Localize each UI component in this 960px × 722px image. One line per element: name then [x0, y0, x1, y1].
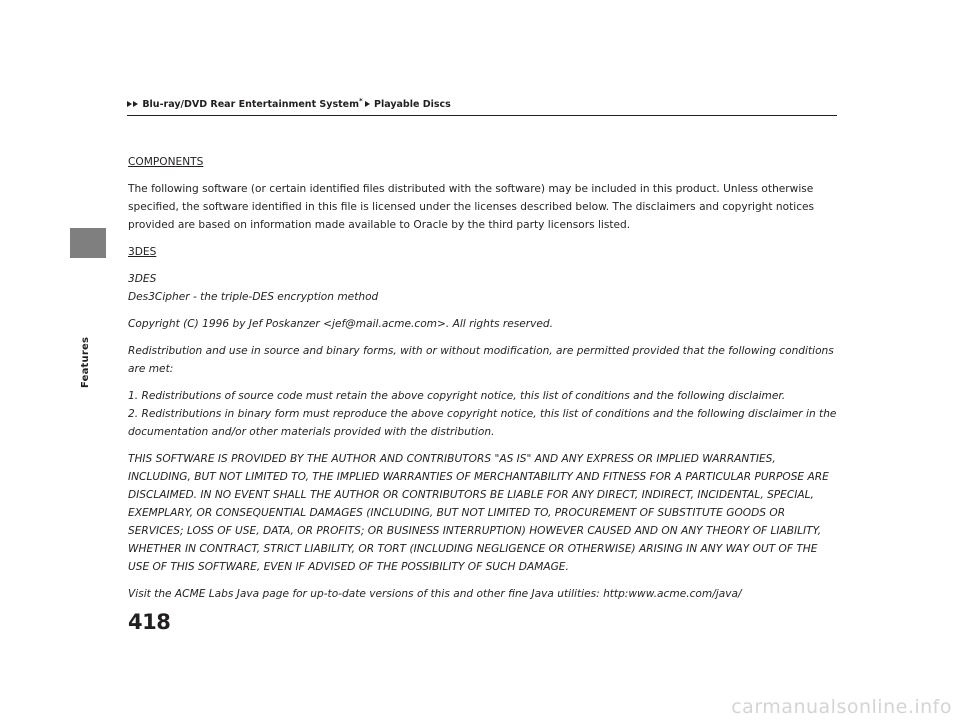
- breadcrumb-section[interactable]: Blu-ray/DVD Rear Entertainment System: [142, 99, 359, 110]
- des-name: 3DES: [128, 273, 157, 285]
- intro-paragraph: The following software (or certain identified files distributed with the software) may be included in this product. Unless otherwise specified, the software identified in this file is licensed under the licenses described below. The disclaimers and copyright notices provided are based on information made available to Oracle by the third party licensors listed.: [128, 183, 815, 231]
- breadcrumb-asterisk: *: [359, 97, 363, 105]
- condition-1: 1. Redistributions of source code must retain the above copyright notice, this list of conditions and the following disclaimer.: [128, 390, 786, 402]
- disclaimer-paragraph: THIS SOFTWARE IS PROVIDED BY THE AUTHOR AND CONTRIBUTORS "AS IS" AND ANY EXPRESS OR IMPLIED WARRANTIES, INCLUDING, BUT NOT LIMITED TO, THE IMPLIED WARRANTIES OF MERCHANTABILITY AND FITNESS FOR A PARTICULAR PURPOSE ARE DISCLAIMED. IN NO EVENT SHALL THE AUTHOR OR CONTRIBUTORS BE LIABLE FOR ANY DIRECT, INDIRECT, INCIDENTAL, SPECIAL, EXEMPLARY, OR CONSEQUENTIAL DAMAGES (INCLUDING, BUT NOT LIMITED TO, PROCUREMENT OF SUBSTITUTE GOODS OR SERVICES; LOSS OF USE, DATA, OR PROFITS; OR BUSINESS INTERRUPTION) HOWEVER CAUSED AND ON ANY THEORY OF LIABILITY, WHETHER IN CONTRACT, STRICT LIABILITY, OR TORT (INCLUDING NEGLIGENCE OR OTHERWISE) ARISING IN ANY WAY OUT OF THE USE OF THIS SOFTWARE, EVEN IF ADVISED OF THE POSSIBILITY OF SUCH DAMAGE.: [128, 453, 829, 573]
- visit-paragraph: Visit the ACME Labs Java page for up-to-date versions of this and other fine Java utilities: http:www.acme.com/java/: [128, 588, 742, 600]
- breadcrumb-arrow-icon: [133, 101, 138, 107]
- des-block: [128, 270, 840, 306]
- watermark: carmanualsonline.info: [731, 696, 952, 718]
- condition-2: 2. Redistributions in binary form must reproduce the above copyright notice, this list of conditions and the following disclaimer in the documentation and/or other materials provided with the distribution.: [128, 408, 837, 438]
- page-number: 418: [128, 610, 171, 634]
- copyright-notice: Copyright (C) 1996 by Jef Poskanzer <jef@mail.acme.com>. All rights reserved.: [128, 318, 554, 330]
- header-divider: [127, 115, 837, 116]
- redistribution-paragraph: Redistribution and use in source and binary forms, with or without modification, are permitted provided that the following conditions are met:: [128, 345, 834, 375]
- breadcrumb-arrow-icon: [365, 101, 370, 107]
- conditions-block: [128, 387, 840, 441]
- side-tab-label: Features: [80, 336, 91, 388]
- components-heading: COMPONENTS: [128, 156, 204, 168]
- breadcrumb-subsection[interactable]: Playable Discs: [373, 99, 451, 110]
- des-heading: 3DES: [128, 246, 157, 258]
- des-description: Des3Cipher - the triple-DES encryption method: [128, 291, 379, 303]
- license-text: [128, 153, 840, 612]
- breadcrumb-arrow-icon: [127, 101, 132, 107]
- side-tab-marker: [70, 228, 106, 258]
- breadcrumb: [127, 95, 451, 111]
